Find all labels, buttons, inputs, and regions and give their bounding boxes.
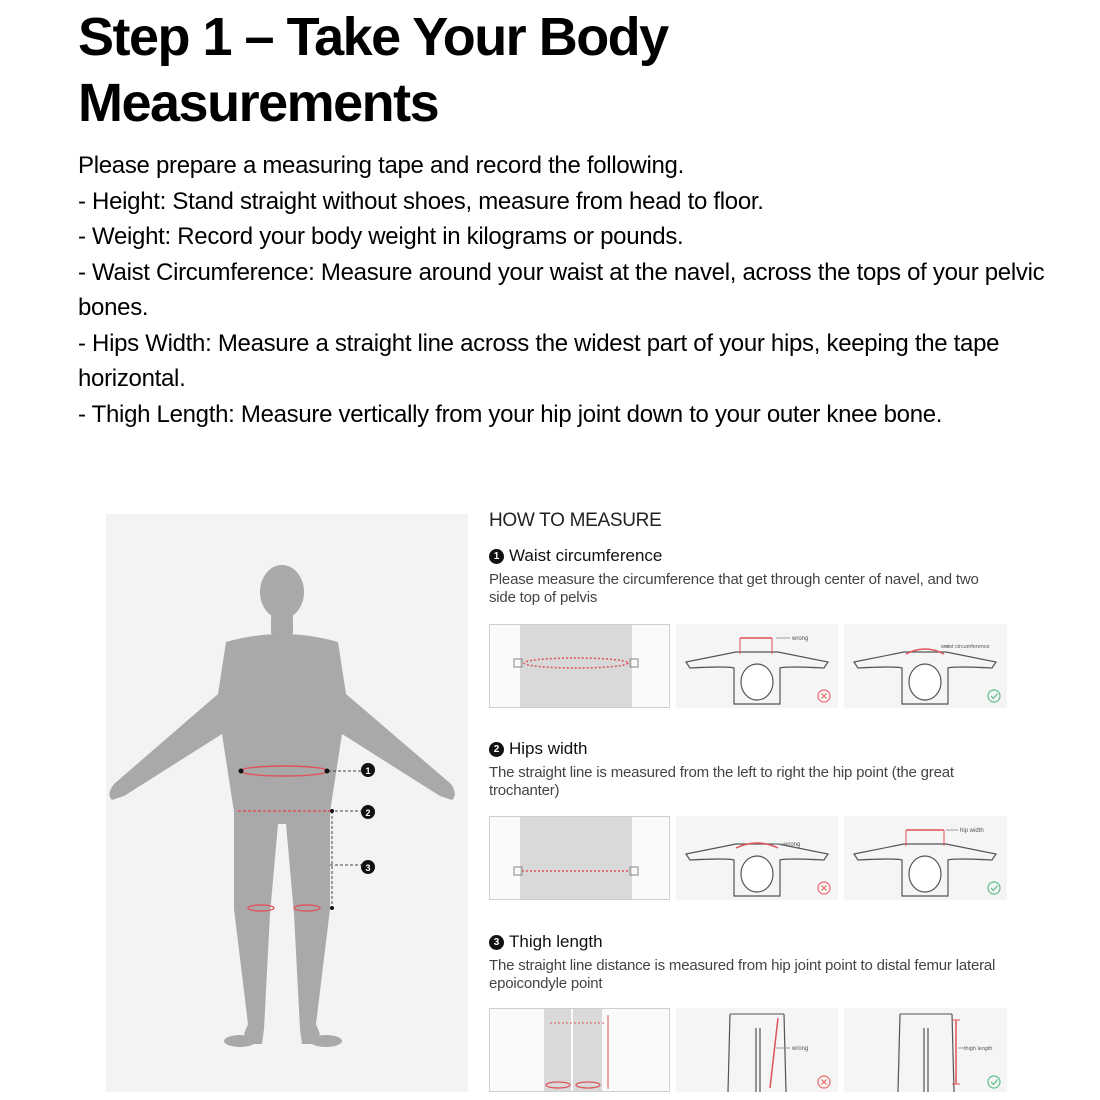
- svg-text:waist circumference: waist circumference: [941, 644, 990, 650]
- instruction-height: - Height: Stand straight without shoes, measure from head to floor.: [78, 187, 764, 215]
- instruction-intro: Please prepare a measuring tape and record the following.: [78, 152, 684, 179]
- section-hips: [489, 739, 1009, 800]
- how-to-measure: [489, 510, 1009, 1052]
- svg-text:hip width: hip width: [960, 828, 984, 834]
- check-circle-icon: [988, 882, 1000, 894]
- step-number-badge: 2: [489, 742, 504, 757]
- hips-right-view: [844, 816, 1007, 900]
- check-circle-icon: [988, 1076, 1000, 1088]
- svg-text:1: 1: [365, 766, 371, 776]
- instruction-waist: - Waist Circumference: Measure around your waist at the navel, across the tops of your pelvic bones.: [78, 258, 1045, 321]
- body-figure-panel: [106, 514, 468, 1092]
- svg-text:2: 2: [365, 808, 371, 818]
- section-heading: [489, 932, 1009, 952]
- x-circle-icon: [818, 1076, 830, 1088]
- section-description: Please measure the circumference that get through center of navel, and two side top of pelvis: [489, 571, 979, 606]
- svg-text:wrong: wrong: [784, 842, 801, 848]
- section-title: Hips width: [509, 739, 588, 758]
- page-title: Step 1 – Take Your Body Measurements: [78, 7, 668, 133]
- waist-right-view: [844, 624, 1007, 708]
- section-thigh: [489, 932, 1009, 993]
- section-heading: [489, 739, 1009, 759]
- waist-front-view: [489, 624, 670, 708]
- x-circle-icon: [818, 882, 830, 894]
- instruction-hips: - Hips Width: Measure a straight line across the widest part of your hips, keeping the tape horizontal.: [78, 329, 1000, 392]
- section-description: The straight line is measured from the left to right the hip point (the great trochanter): [489, 764, 954, 799]
- step-number-badge: 3: [489, 935, 504, 950]
- body-silhouette-illustration: [106, 514, 468, 1092]
- svg-text:wrong: wrong: [792, 636, 809, 642]
- marker-2: [361, 805, 375, 819]
- body-silhouette: [109, 565, 454, 1047]
- waist-illustrations: [489, 624, 1009, 708]
- instruction-thigh: - Thigh Length: Measure vertically from your hip joint down to your outer knee bone.: [78, 400, 943, 428]
- section-title: Thigh length: [509, 932, 603, 951]
- thigh-right-view: [844, 1008, 1007, 1092]
- hips-front-view: [489, 816, 670, 900]
- section-title: Waist circumference: [509, 546, 663, 565]
- section-description: The straight line distance is measured from hip joint point to distal femur lateral epoicondyle point: [489, 957, 996, 992]
- how-to-measure-title: HOW TO MEASURE: [489, 510, 662, 531]
- thigh-front-view: [489, 1008, 670, 1092]
- instruction-weight: - Weight: Record your body weight in kilograms or pounds.: [78, 223, 684, 250]
- thigh-wrong-view: [676, 1008, 838, 1092]
- svg-text:thigh length: thigh length: [964, 1046, 993, 1052]
- marker-1: [361, 763, 375, 777]
- x-circle-icon: [818, 690, 830, 702]
- marker-3: [361, 860, 375, 874]
- check-circle-icon: [988, 690, 1000, 702]
- hips-wrong-view: [676, 816, 838, 900]
- section-heading: [489, 546, 1009, 566]
- step-number-badge: 1: [489, 549, 504, 564]
- section-waist: [489, 546, 1009, 607]
- hips-illustrations: [489, 816, 1009, 900]
- svg-text:wrong: wrong: [792, 1046, 809, 1052]
- waist-wrong-view: [676, 624, 838, 708]
- instructions: [78, 148, 1048, 432]
- thigh-illustrations: [489, 1008, 1009, 1092]
- svg-text:3: 3: [365, 863, 371, 873]
